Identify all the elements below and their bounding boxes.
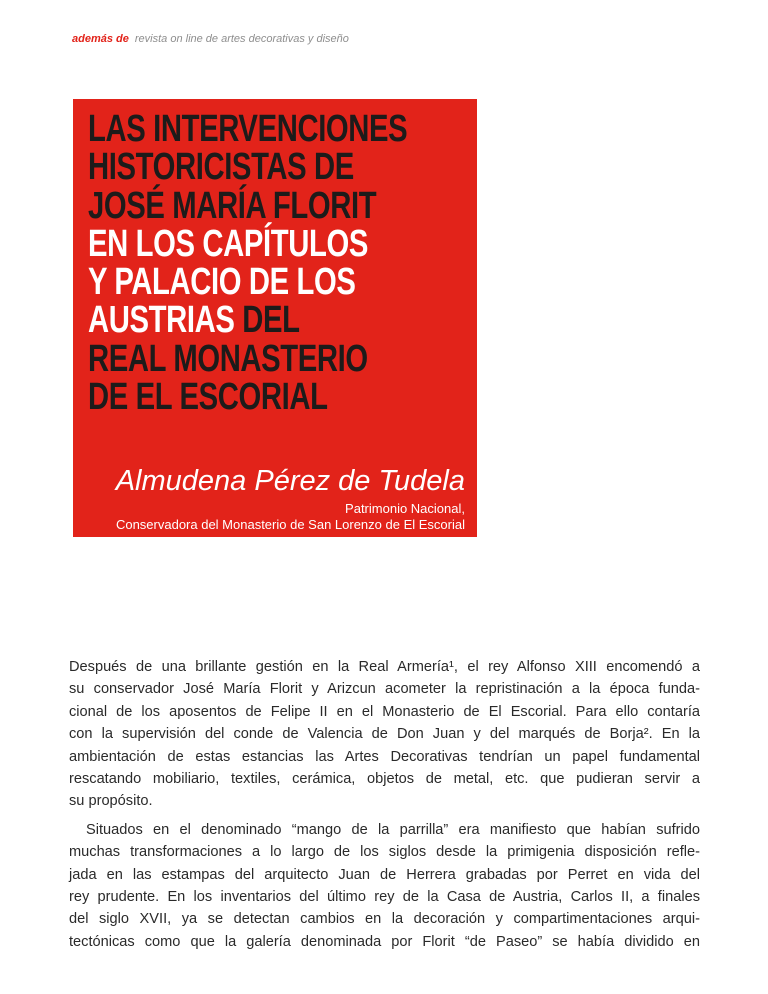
journal-masthead: [72, 33, 349, 45]
text-line: del siglo XVII, ya se detectan cambios en la decoración y compartimentaciones arqui-: [69, 911, 700, 928]
text-line: Después de una brillante gestión en la Real Armería¹, el rey Alfonso XIII encomendó a: [69, 659, 700, 675]
article-title-line: REAL MONASTERIO: [88, 337, 368, 380]
journal-tagline: revista on line de artes decorativas y diseño: [134, 33, 349, 45]
article-title-line: LAS INTERVENCIONES: [88, 108, 408, 150]
article-title-line: EN LOS CAPÍTULOS: [88, 222, 368, 265]
article-title-line: Y PALACIO DE LOS: [88, 261, 356, 304]
author-name: Almudena Pérez de Tudela: [115, 465, 465, 497]
text-line: ambientación de estas estancias las Artes Decorativas tendrían un papel fundamental: [69, 748, 700, 765]
author-affiliation-line: Patrimonio Nacional,: [345, 501, 465, 516]
text-line: con la supervisión del conde de Valencia de Don Juan y del marqués de Borja². En la: [69, 726, 700, 743]
article-title-block: [73, 99, 477, 537]
text-line: cional de los aposentos de Felipe II en el Monasterio de El Escorial. Para ello contaría: [69, 703, 700, 720]
author-block: [83, 465, 465, 532]
text-line: su conservador José María Florit y Arizcun acometer la repristinación a la época funda-: [69, 681, 700, 698]
text-line: muchas transformaciones a lo largo de los siglos desde la primigenia disposición refle-: [69, 844, 700, 861]
article-title-segment: DEL: [234, 299, 300, 342]
text-line: tectónicas como que la galería denominada por Florit “de Paseo” se había dividido en: [69, 933, 700, 950]
article-title-segment: AUSTRIAS: [88, 299, 235, 342]
article-title: [88, 108, 408, 419]
journal-brand: además de: [72, 33, 129, 45]
article-body: [69, 656, 700, 953]
article-title-line: JOSÉ MARÍA FLORIT: [88, 184, 377, 227]
article-title-line: DE EL ESCORIAL: [88, 376, 328, 419]
paragraph: [69, 819, 700, 953]
text-line: rey prudente. En los inventarios del último rey de la Casa de Austria, Carlos II, a finales: [69, 889, 700, 906]
text-line: jada en las estampas del arquitecto Juan de Herrera grabadas por Perret en vida del: [69, 866, 700, 883]
text-line: Situados en el denominado “mango de la parrilla” era manifiesto que habían sufrido: [86, 821, 700, 838]
article-title-line: [88, 299, 407, 342]
article-title-line: HISTORICISTAS DE: [88, 146, 354, 189]
author-affiliation-line: Conservadora del Monasterio de San Lorenzo de El Escorial: [115, 516, 465, 532]
paragraph: [69, 656, 700, 813]
text-line: rescatando mobiliario, textiles, cerámica, objetos de metal, etc. que pudieran servir a: [69, 771, 700, 788]
text-line: su propósito.: [69, 793, 153, 810]
